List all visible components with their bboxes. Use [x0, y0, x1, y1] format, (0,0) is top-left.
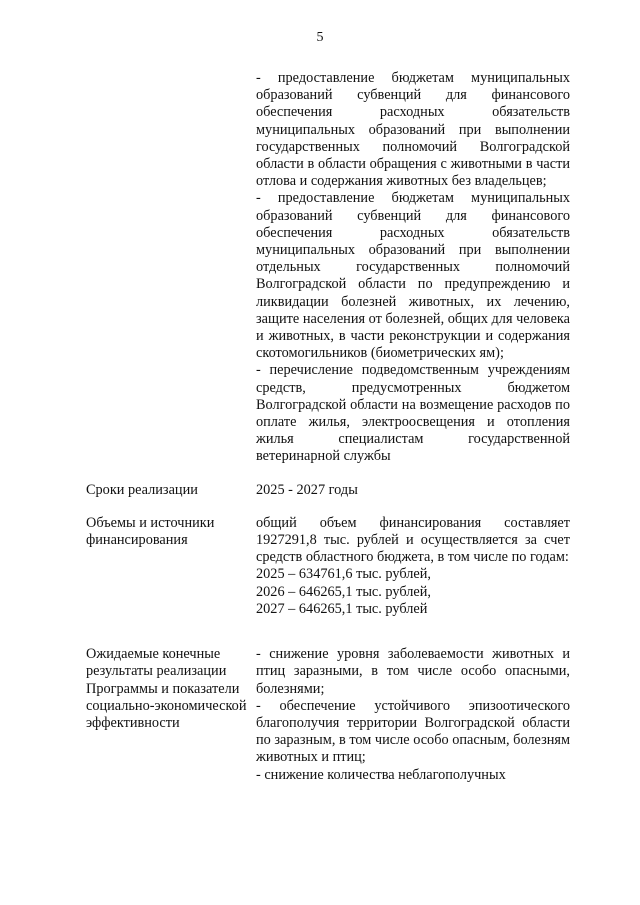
timeline-value: 2025 - 2027 годы [256, 481, 358, 498]
result-item: - обеспечение устойчивого эпизоотического благополучия территории Волгоградской области по заразным, в том числе особо опасным, болезням животных и птиц; [256, 697, 570, 766]
funding-value [256, 515, 570, 618]
activity-item: - предоставление бюджетам муниципальных образований субвенций для финансового обеспечения расходных обязательств муниципальных образований при выполнении отдельных государственных полномочий Волгоградской области по предупреждению и ликвидации болезней животных, их лечению, защите населения от болезней, общих для человека и животных, в части реконструкции и содержания скотомогильников (биометрических ям); [256, 190, 571, 362]
results-value [256, 646, 570, 784]
funding-year: 2025 – 634761,6 тыс. рублей, [256, 566, 431, 583]
activity-item: - предоставление бюджетам муниципальных образований субвенций для финансового обеспечения расходных обязательств муниципальных образований при выполнении государственных полномочий Волгоградской области в области обращения с животными в части отлова и содержания животных без владельцев; [256, 70, 570, 190]
page-number: 5 [316, 30, 324, 45]
activity-item: - перечисление подведомственным учреждениям средств, предусмотренных бюджетом Волгоградской области на возмещение расходов по оплате жилья, электроосвещения и отопления жилья специалистам государственной ветеринарной службы [256, 362, 570, 465]
timeline-label: Сроки реализации [86, 481, 198, 498]
timeline-row [86, 482, 570, 499]
passport-table [86, 70, 570, 784]
funding-label: Объемы и источники финансирования [86, 514, 215, 549]
result-item: - снижение количества неблагополучных [256, 766, 506, 783]
result-item: - снижение уровня заболеваемости животных и птиц заразными, в том числе особо опасными, болезнями; [256, 646, 570, 697]
funding-year: 2026 – 646265,1 тыс. рублей, [256, 583, 431, 600]
funding-row [86, 515, 570, 618]
continuation-row [86, 70, 570, 466]
results-row [86, 646, 570, 784]
funding-intro: общий объем финансирования составляет 1927291,8 тыс. рублей и осуществляется за счет средств областного бюджета, в том числе по годам: [256, 514, 570, 566]
continuation-value [256, 70, 570, 466]
results-label: Ожидаемые конечные результаты реализации Программы и показатели социально-экономической эффективности [86, 646, 247, 731]
funding-year: 2027 – 646265,1 тыс. рублей [256, 600, 428, 617]
